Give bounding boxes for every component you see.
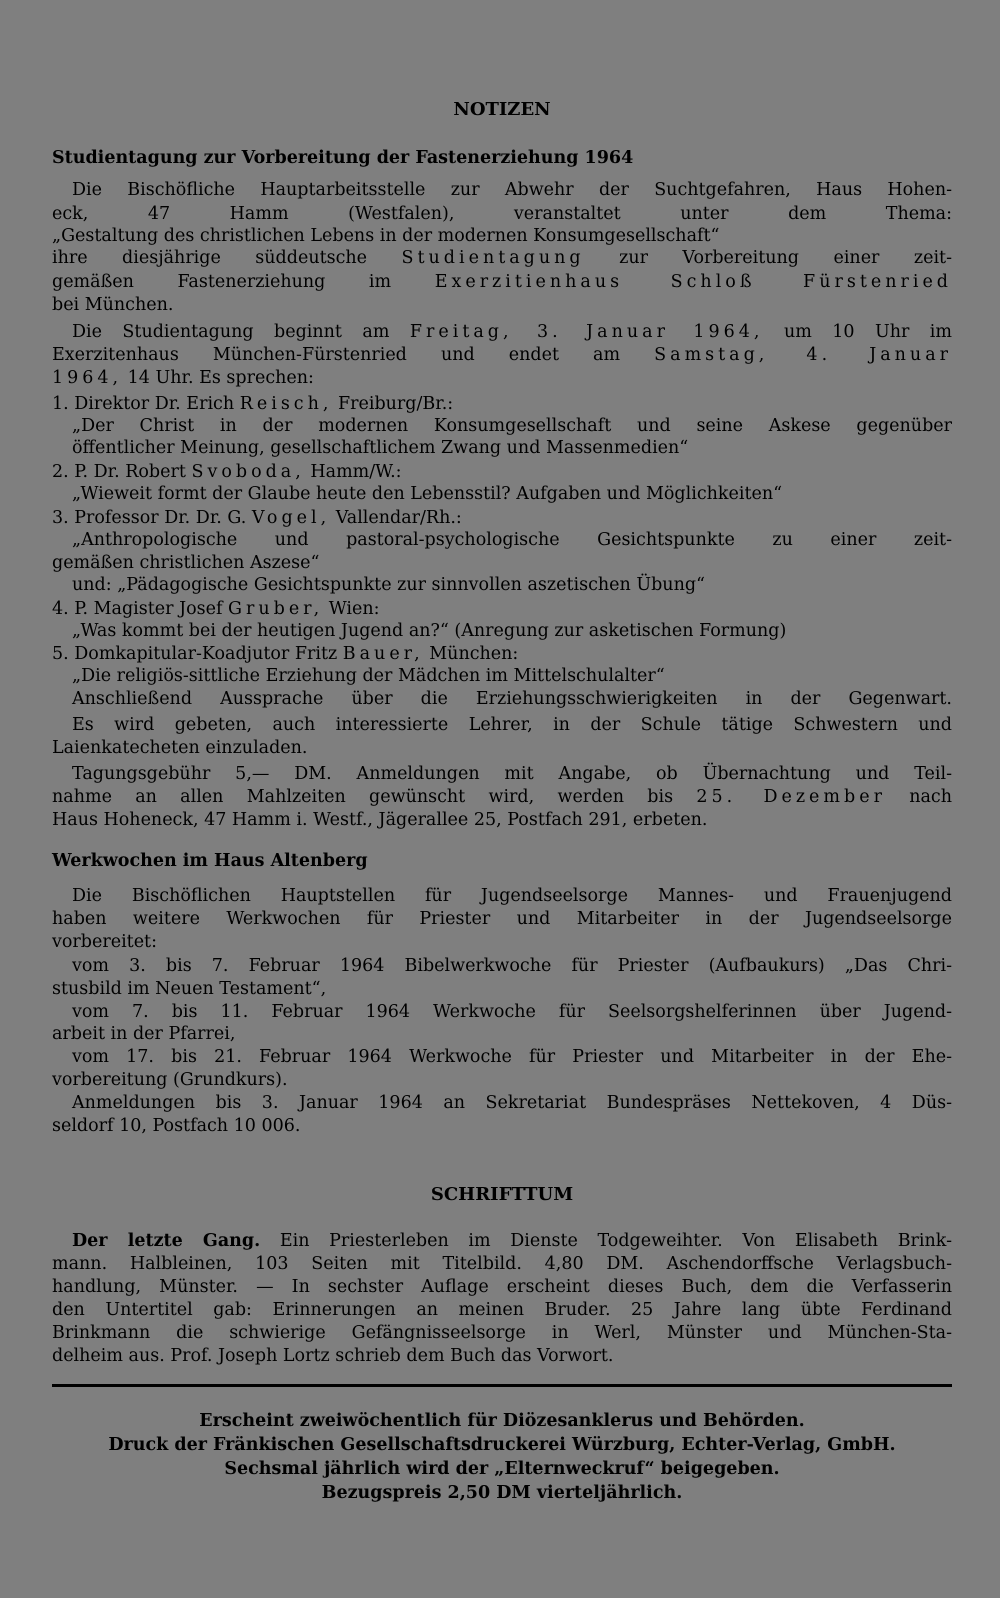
text-line: bei München. bbox=[52, 295, 174, 315]
text-line: seldorf 10, Postfach 10 006. bbox=[52, 1116, 301, 1136]
talk-title: „Anthropologische und pastoral-psychologische Gesichtspunkte zu einer zeit- bbox=[72, 530, 952, 550]
speaker-5: 5. Domkapitular-Koadjutor Fritz Bauer, München: bbox=[52, 644, 519, 664]
text-line: „Gestaltung des christlichen Lebens in der modernen Konsumgesellschaft“ bbox=[52, 226, 720, 246]
footer-line: Sechsmal jährlich wird der „Elternweckruf“ beigegeben. bbox=[224, 1459, 780, 1479]
text-line: vorbereitet: bbox=[52, 932, 157, 952]
text-line: Anschließend Aussprache über die Erziehungsschwierigkeiten in der Gegenwart. bbox=[72, 689, 952, 709]
text-line: arbeit in der Pfarrei, bbox=[52, 1024, 236, 1044]
talk-title: „Der Christ in der modernen Konsumgesellschaft und seine Askese gegenüber bbox=[72, 416, 952, 436]
talk-title: öffentlicher Meinung, gesellschaftlichem Zwang und Massenmedien“ bbox=[72, 438, 689, 458]
text-line: vom 3. bis 7. Februar 1964 Bibelwerkwoche für Priester (Aufbaukurs) „Das Chri- bbox=[72, 956, 952, 976]
text-line: vom 7. bis 11. Februar 1964 Werkwoche für Seelsorgshelferinnen über Jugend- bbox=[72, 1002, 952, 1022]
section-title-werkwochen: Werkwochen im Haus Altenberg bbox=[52, 851, 368, 871]
talk-title: „Wieweit formt der Glaube heute den Lebensstil? Aufgaben und Möglichkeiten“ bbox=[72, 484, 783, 504]
text-line: Es wird gebeten, auch interessierte Lehrer, in der Schule tätige Schwestern und bbox=[72, 715, 952, 735]
text-line: gemäßen Fastenerziehung im Exerzitienhaus Schloß Fürstenried bbox=[52, 272, 952, 292]
speaker-1: 1. Direktor Dr. Erich Reisch, Freiburg/Br.: bbox=[52, 394, 454, 414]
review-line: delheim aus. Prof. Joseph Lortz schrieb dem Buch das Vorwort. bbox=[52, 1346, 614, 1366]
text-line: Haus Hoheneck, 47 Hamm i. Westf., Jägerallee 25, Postfach 291, erbeten. bbox=[52, 810, 708, 830]
text-line: Anmeldungen bis 3. Januar 1964 an Sekretariat Bundespräses Nettekoven, 4 Düs- bbox=[72, 1093, 952, 1113]
review-line: handlung, Münster. — In sechster Auflage erscheint dieses Buch, dem die Verfasserin bbox=[52, 1277, 952, 1297]
talk-title: gemäßen christlichen Aszese“ bbox=[52, 553, 320, 573]
text-line: vorbereitung (Grundkurs). bbox=[52, 1070, 288, 1090]
footer-line: Bezugspreis 2,50 DM vierteljährlich. bbox=[321, 1483, 683, 1503]
notizen-heading: NOTIZEN bbox=[453, 99, 551, 120]
text-line: stusbild im Neuen Testament“, bbox=[52, 979, 327, 999]
speaker-2: 2. P. Dr. Robert Svoboda, Hamm/W.: bbox=[52, 462, 402, 482]
text-line: Tagungsgebühr 5,— DM. Anmeldungen mit Angabe, ob Übernachtung und Teil- bbox=[72, 764, 952, 784]
talk-title: „Was kommt bei der heutigen Jugend an?“ (Anregung zur asketischen Formung) bbox=[72, 621, 787, 641]
text-line: Laienkatecheten einzuladen. bbox=[52, 738, 308, 758]
review-line: Der letzte Gang. Ein Priesterleben im Dienste Todgeweihter. Von Elisabeth Brink- bbox=[72, 1231, 953, 1251]
text-line: Die Bischöfliche Hauptarbeitsstelle zur Abwehr der Suchtgefahren, Haus Hohen- bbox=[72, 180, 952, 200]
talk-title: „Die religiös-sittliche Erziehung der Mädchen im Mittelschulalter“ bbox=[72, 666, 665, 686]
footer-line: Erscheint zweiwöchentlich für Diözesanklerus und Behörden. bbox=[199, 1411, 805, 1431]
speaker-4: 4. P. Magister Josef Gruber, Wien: bbox=[52, 599, 380, 619]
text-line: Exerzitenhaus München-Fürstenried und endet am Samstag, 4. Januar bbox=[52, 345, 952, 365]
review-line: den Untertitel gab: Erinnerungen an meinen Bruder. 25 Jahre lang übte Ferdinand bbox=[52, 1300, 952, 1320]
text-line: eck, 47 Hamm (Westfalen), veranstaltet unter dem Thema: bbox=[52, 204, 952, 224]
text-line: vom 17. bis 21. Februar 1964 Werkwoche für Priester und Mitarbeiter in der Ehe- bbox=[72, 1047, 952, 1067]
text-line: Die Bischöflichen Hauptstellen für Jugendseelsorge Mannes- und Frauenjugend bbox=[72, 886, 952, 906]
review-line: Brinkmann die schwierige Gefängnisseelsorge in Werl, Münster und München-Sta- bbox=[52, 1323, 952, 1343]
schrifttum-heading: SCHRIFTTUM bbox=[430, 1184, 574, 1205]
footer-line: Druck der Fränkischen Gesellschaftsdruckerei Würzburg, Echter-Verlag, GmbH. bbox=[108, 1435, 896, 1455]
text-line: nahme an allen Mahlzeiten gewünscht wird, werden bis 25. Dezember nach bbox=[52, 787, 952, 807]
text-line: ihre diesjährige süddeutsche Studientagung zur Vorbereitung einer zeit- bbox=[52, 248, 952, 268]
text-line: Die Studientagung beginnt am Freitag, 3. Januar 1964, um 10 Uhr im bbox=[72, 322, 952, 342]
talk-title: und: „Pädagogische Gesichtspunkte zur sinnvollen aszetischen Übung“ bbox=[72, 575, 705, 595]
text-line: 1964, 14 Uhr. Es sprechen: bbox=[52, 368, 314, 388]
review-line: mann. Halbleinen, 103 Seiten mit Titelbild. 4,80 DM. Aschendorffsche Verlagsbuch- bbox=[52, 1254, 952, 1274]
footer-divider bbox=[52, 1384, 952, 1387]
text-line: haben weitere Werkwochen für Priester und Mitarbeiter in der Jugendseelsorge bbox=[52, 909, 952, 929]
section-title-studientagung: Studientagung zur Vorbereitung der Fastenerziehung 1964 bbox=[52, 148, 634, 168]
speaker-3: 3. Professor Dr. Dr. G. Vogel, Vallendar/Rh.: bbox=[52, 508, 462, 528]
